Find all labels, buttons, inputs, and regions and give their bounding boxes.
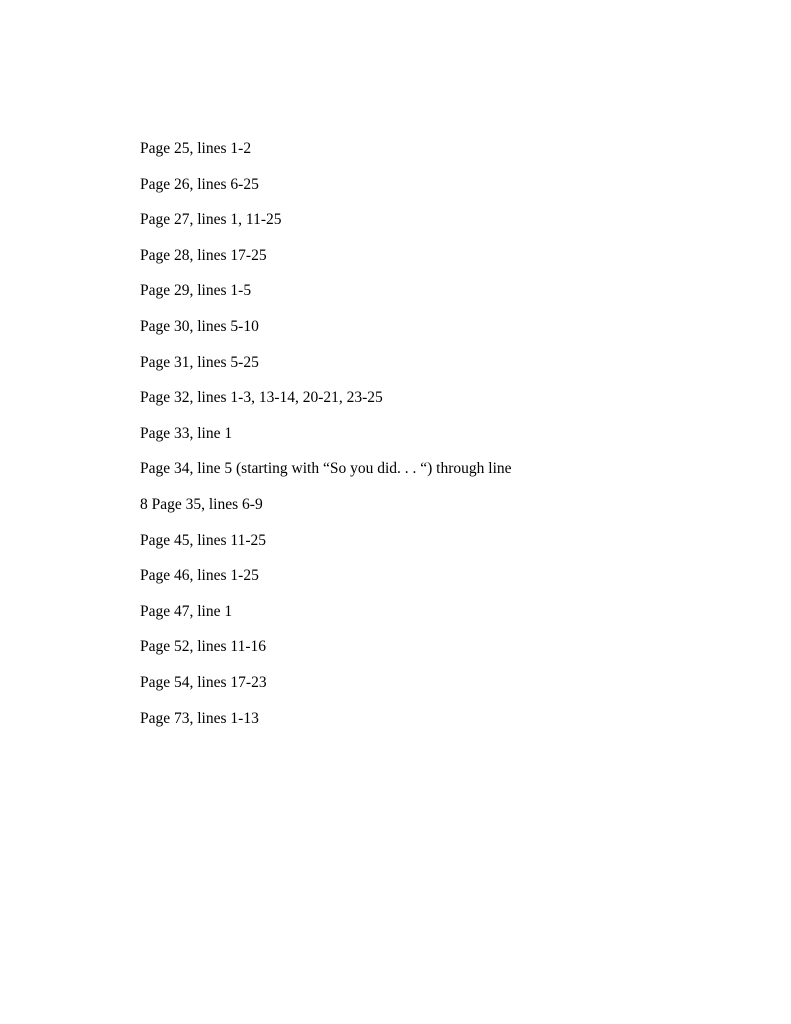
list-item: Page 29, lines 1-5 <box>140 282 252 300</box>
list-item: Page 30, lines 5-10 <box>140 317 259 335</box>
list-item: Page 52, lines 11-16 <box>140 638 266 656</box>
list-item: Page 28, lines 17-25 <box>140 246 267 264</box>
list-item: Page 33, line 1 <box>140 424 233 442</box>
list-item: Page 45, lines 11-25 <box>140 531 266 549</box>
list-item: Page 31, lines 5-25 <box>140 353 259 371</box>
list-item: Page 26, lines 6-25 <box>140 175 259 193</box>
list-item: Page 73, lines 1-13 <box>140 709 259 727</box>
list-item: Page 34, line 5 (starting with “So you did. . . “) through line <box>140 460 512 478</box>
list-item: Page 25, lines 1-2 <box>140 140 252 157</box>
list-item: Page 32, lines 1-3, 13-14, 20-21, 23-25 <box>140 389 383 407</box>
list-item: 8 Page 35, lines 6-9 <box>140 495 263 513</box>
list-item: Page 27, lines 1, 11-25 <box>140 211 282 229</box>
list-item: Page 46, lines 1-25 <box>140 567 259 585</box>
page-line-list <box>140 139 512 744</box>
list-item: Page 47, line 1 <box>140 602 233 620</box>
list-item: Page 54, lines 17-23 <box>140 673 267 691</box>
